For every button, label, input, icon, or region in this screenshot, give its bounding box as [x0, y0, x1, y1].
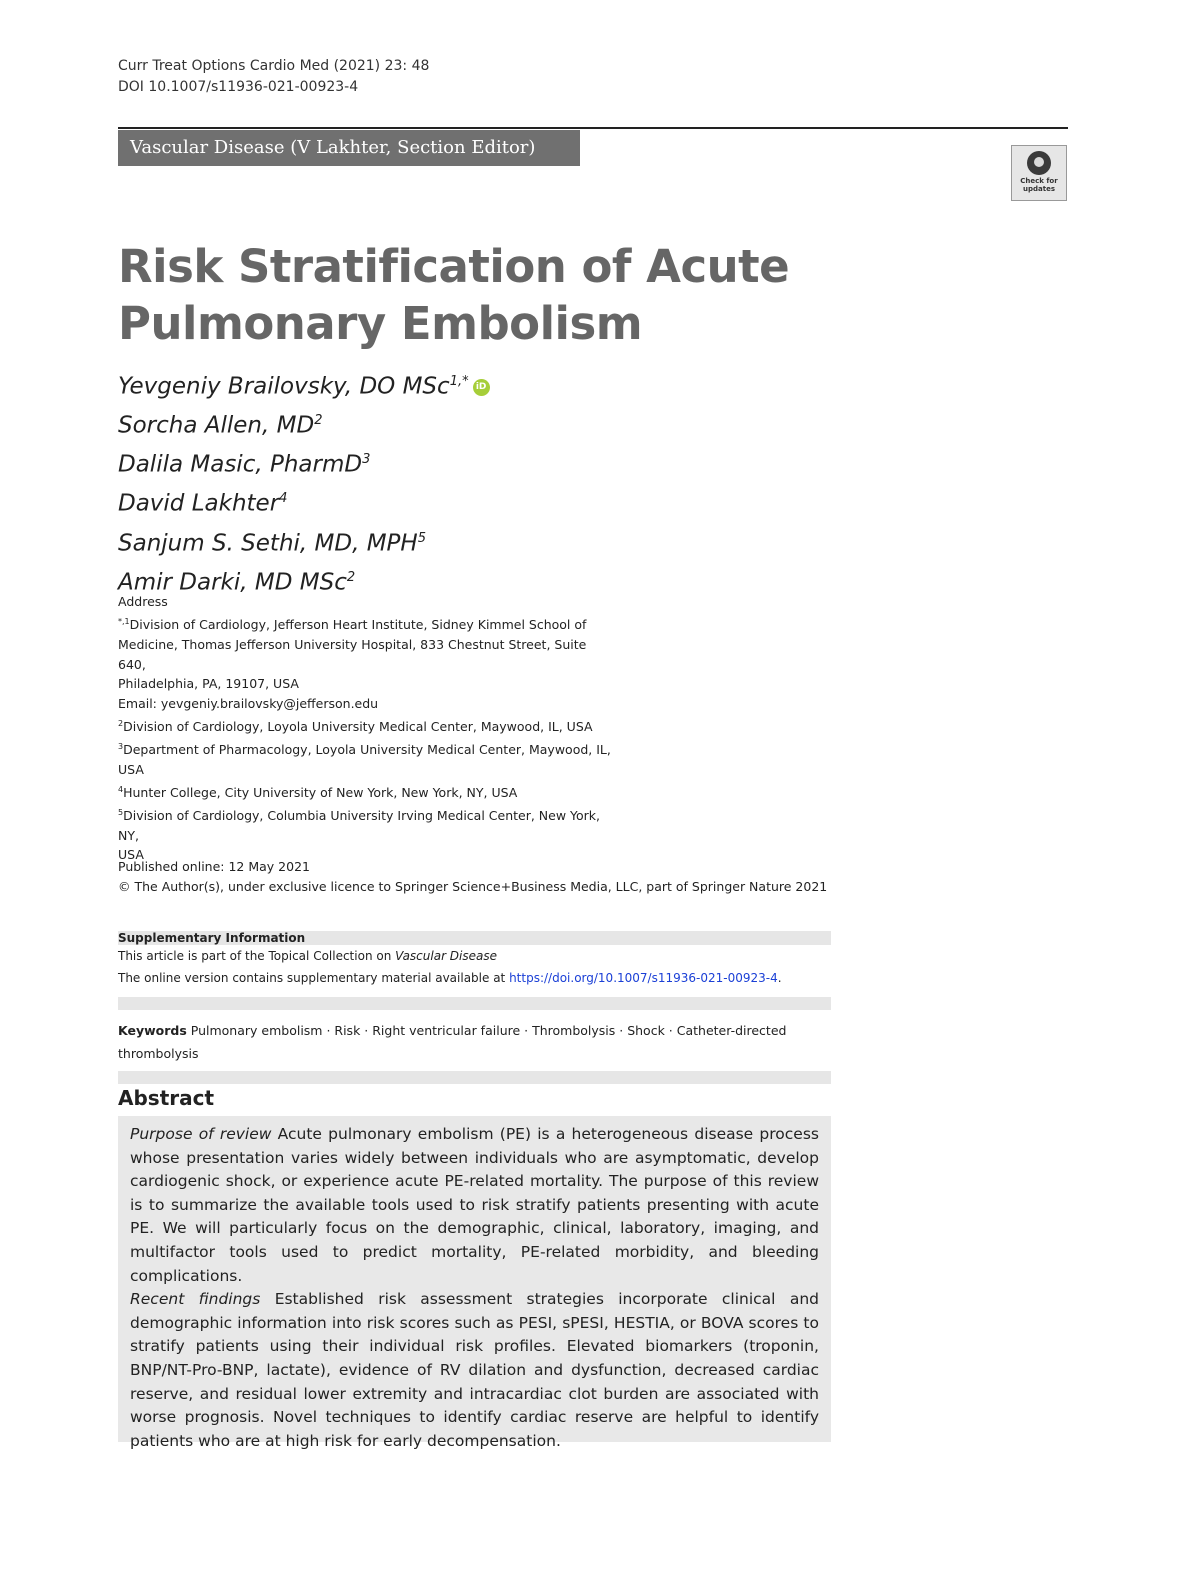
published-date: Published online: 12 May 2021 [118, 859, 310, 874]
keywords-text: Pulmonary embolism · Risk · Right ventricular failure · Thrombolysis · Shock · Catheter-directed thrombolysis [118, 1023, 787, 1061]
online-version: The online version contains supplementary material available at https://doi.org/10.1007/s11936-021-00923-4. [118, 971, 782, 985]
author: Sanjum S. Sethi, MD, MPH$^5$ [118, 530, 426, 557]
email[interactable]: Email: yevgeniy.brailovsky@jefferson.edu [118, 696, 379, 712]
affiliation-1: $^{*,1}$Division of Cardiology, Jefferson Heart Institute, Sidney Kimmel School of [118, 616, 587, 632]
keywords [118, 1019, 831, 1065]
top-rule [118, 127, 1068, 129]
journal-header [118, 56, 429, 98]
article-title [118, 238, 789, 352]
affiliation-5: $^5$Division of Cardiology, Columbia University Irving Medical Center, New York, NY, [118, 807, 601, 843]
updates-icon [1027, 151, 1051, 175]
affiliation-5-line-2: USA [118, 847, 144, 863]
journal-citation: Curr Treat Options Cardio Med (2021) 23: 48 [118, 58, 430, 74]
abstract-purpose: Purpose of review Acute pulmonary embolism (PE) is a heterogeneous disease process whose presentation varies widely between individuals who are asymptomatic, develop cardiogenic shock, or experience acute PE-related mortality. The purpose of this review is to summarize the available tools used to risk stratify patients presenting with acute PE. We will particularly focus on the demographic, clinical, laboratory, imaging, and multifactor tools used to predict mortality, PE-related morbidity, and bleeding complications. [130, 1125, 819, 1285]
journal-doi: DOI 10.1007/s11936-021-00923-4 [118, 79, 359, 95]
divider-bar [118, 997, 831, 1010]
title-line-2: Pulmonary Embolism [118, 297, 643, 350]
affiliation-3-line-2: USA [118, 761, 144, 777]
affiliation-1-line-3: Philadelphia, PA, 19107, USA [118, 676, 299, 692]
updates-label: Check for updates [1020, 177, 1058, 193]
affiliation-1-line-2: Medicine, Thomas Jefferson University Hospital, 833 Chestnut Street, Suite 640, [118, 636, 587, 672]
author-list [118, 365, 490, 600]
topical-collection: This article is part of the Topical Collection on Vascular Disease [118, 949, 498, 963]
keywords-label: Keywords [118, 1023, 187, 1038]
affiliation-2: $^2$Division of Cardiology, Loyola University Medical Center, Maywood, IL, USA [118, 718, 593, 735]
abstract-findings: Recent findings Established risk assessment strategies incorporate clinical and demographic information into risk scores such as PESI, sPESI, HESTIA, or BOVA scores to stratify patients using their individual risk profiles. Elevated biomarkers (troponin, BNP/NT-Pro-BNP, lactate), evidence of RV dilation and dysfunction, decreased cardiac reserve, and residual lower extremity and intracardiac clot burden are associated with worse prognosis. Novel techniques to identify cardiac reserve are helpful to identify patients who are at high risk for early decompensation. [130, 1290, 819, 1450]
check-for-updates-badge[interactable] [1011, 145, 1067, 201]
doi-link[interactable]: https://doi.org/10.1007/s11936-021-00923-4 [509, 971, 778, 985]
section-bar: Vascular Disease (V Lakhter, Section Editor) [118, 130, 580, 166]
abstract-box [118, 1116, 831, 1450]
supplementary-heading: Supplementary Information [118, 931, 831, 945]
author: Dalila Masic, PharmD$^3$ [118, 451, 371, 478]
copyright: © The Author(s), under exclusive licence to Springer Science+Business Media, LLC, part of Springer Nature 2021 [118, 879, 828, 894]
supplementary-info [118, 931, 831, 1010]
abstract-heading: Abstract [118, 1086, 215, 1110]
author: Yevgeniy Brailovsky, DO MSc$^{1,*}$ iD [118, 365, 490, 404]
orcid-icon[interactable]: iD [473, 379, 490, 396]
address-block [118, 592, 618, 865]
author: David Lakhter$^4$ [118, 491, 288, 518]
publication-info [118, 857, 827, 897]
divider-bar [118, 1071, 831, 1084]
author: Sorcha Allen, $MD^2$ [118, 412, 323, 439]
title-line-1: Risk Stratification of Acute [118, 240, 790, 293]
address-heading: Address [118, 594, 168, 609]
affiliation-3: $^3$Department of Pharmacology, Loyola University Medical Center, Maywood, IL, [118, 741, 611, 758]
affiliation-4: $^4$Hunter College, City University of New York, New York, NY, USA [118, 784, 518, 800]
author: Amir Darki, MD MSc$^2$ [118, 569, 356, 596]
